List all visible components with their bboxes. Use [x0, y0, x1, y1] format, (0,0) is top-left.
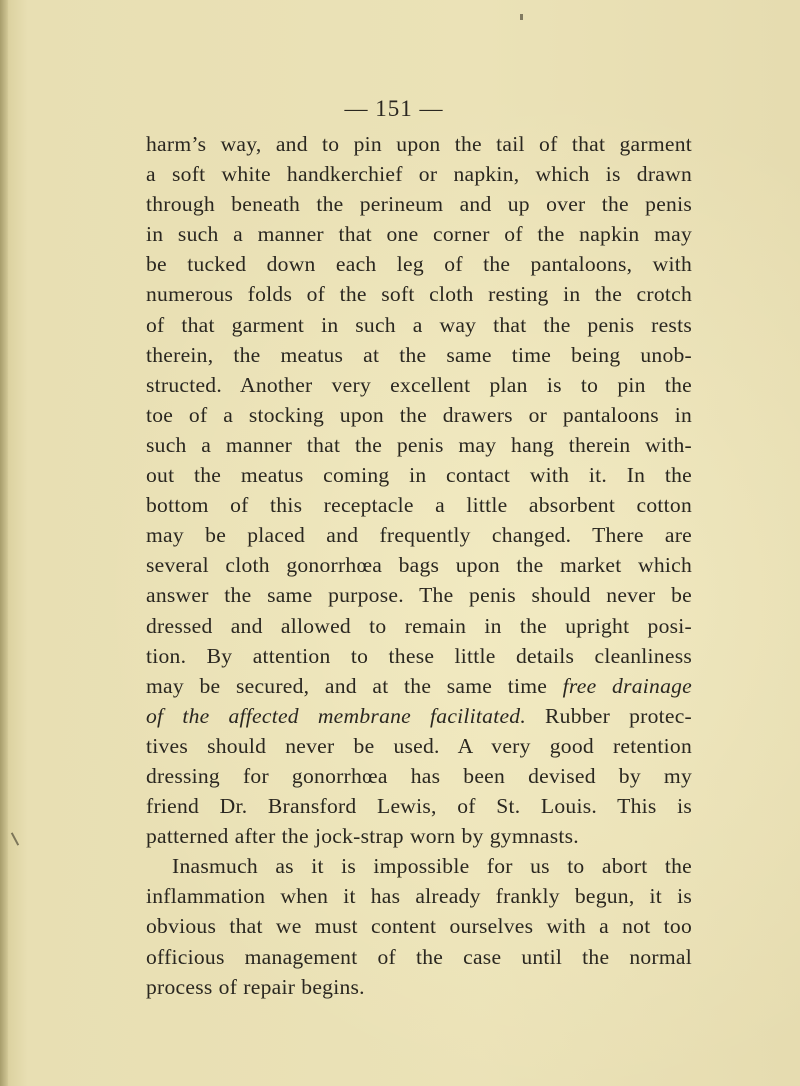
text-line: [146, 460, 692, 490]
text-run: such a manner that the penis may hang therein with-: [146, 432, 692, 457]
page-number: — 151 —: [344, 96, 444, 121]
text-run: dressed and allowed to remain in the upright posi-: [146, 613, 692, 638]
text-run: patterned after the jock-strap worn by gymnasts.: [146, 824, 579, 849]
text-line: [146, 791, 692, 821]
text-line: [146, 731, 692, 761]
text-line: [146, 310, 692, 340]
text-line: [146, 430, 692, 460]
page-binding-edge: [0, 0, 8, 1086]
text-line: [146, 159, 692, 189]
text-line: [146, 881, 692, 911]
text-line: [146, 911, 692, 941]
text-run: process of repair begins.: [146, 974, 365, 999]
text-line: [146, 370, 692, 400]
text-run: be tucked down each leg of the pantaloons, with: [146, 252, 692, 277]
text-run: several cloth gonorrhœa bags upon the market which: [146, 553, 692, 578]
text-run: numerous folds of the soft cloth resting in the crotch: [146, 282, 692, 307]
text-line: [146, 701, 692, 731]
text-line: [146, 761, 692, 791]
text-line: [146, 671, 692, 701]
body-text: [146, 129, 692, 1002]
text-run: tives should never be used. A very good retention: [146, 733, 692, 758]
paper-speck: [11, 832, 19, 845]
text-line: [146, 550, 692, 580]
text-run: tion. By attention to these little details cleanliness: [146, 643, 692, 668]
text-line: [146, 189, 692, 219]
text-run: inflammation when it has already frankly begun, it is: [146, 884, 692, 909]
text-run: out the meatus coming in contact with it. In the: [146, 463, 692, 488]
text-line: [146, 851, 692, 881]
text-run: therein, the meatus at the same time being unob-: [146, 342, 692, 367]
text-line: [146, 972, 692, 1002]
text-line: [146, 340, 692, 370]
text-line: [146, 942, 692, 972]
text-run: may be placed and frequently changed. There are: [146, 523, 692, 548]
text-line: [146, 611, 692, 641]
text-line: [146, 279, 692, 309]
text-line: [146, 249, 692, 279]
text-run: answer the same purpose. The penis should never be: [146, 583, 692, 608]
text-line: [146, 580, 692, 610]
text-run: friend Dr. Bransford Lewis, of St. Louis. This is: [146, 794, 692, 819]
text-run: toe of a stocking upon the drawers or pantaloons in: [146, 402, 692, 427]
italic-text: free drainage: [562, 673, 692, 698]
paper-speck: [520, 14, 523, 20]
text-line: [146, 129, 692, 159]
text-line: [146, 400, 692, 430]
text-run: through beneath the perineum and up over the penis: [146, 192, 692, 217]
text-run: obvious that we must content ourselves with a not too: [146, 914, 692, 939]
text-run: of that garment in such a way that the penis rests: [146, 312, 692, 337]
text-run: harm’s way, and to pin upon the tail of that garment: [146, 132, 692, 156]
text-line: [146, 821, 692, 851]
text-line: [146, 219, 692, 249]
paragraph: [146, 851, 692, 1001]
text-run: in such a manner that one corner of the napkin may: [146, 222, 692, 247]
text-run: dressing for gonorrhœa has been devised by my: [146, 763, 692, 788]
text-run: a soft white handkerchief or napkin, which is drawn: [146, 162, 692, 187]
paragraph: [146, 129, 692, 851]
text-run: Inasmuch as it is impossible for us to abort the: [172, 854, 692, 879]
text-run: structed. Another very excellent plan is to pin the: [146, 372, 692, 397]
text-line: [146, 490, 692, 520]
italic-text: of the affected membrane facilitated.: [146, 703, 526, 728]
text-run: officious management of the case until the normal: [146, 944, 692, 969]
text-line: [146, 520, 692, 550]
text-run: bottom of this receptacle a little absorbent cotton: [146, 493, 692, 518]
text-line: [146, 641, 692, 671]
text-run: may be secured, and at the same time: [146, 673, 563, 698]
text-run: Rubber protec-: [525, 703, 692, 728]
